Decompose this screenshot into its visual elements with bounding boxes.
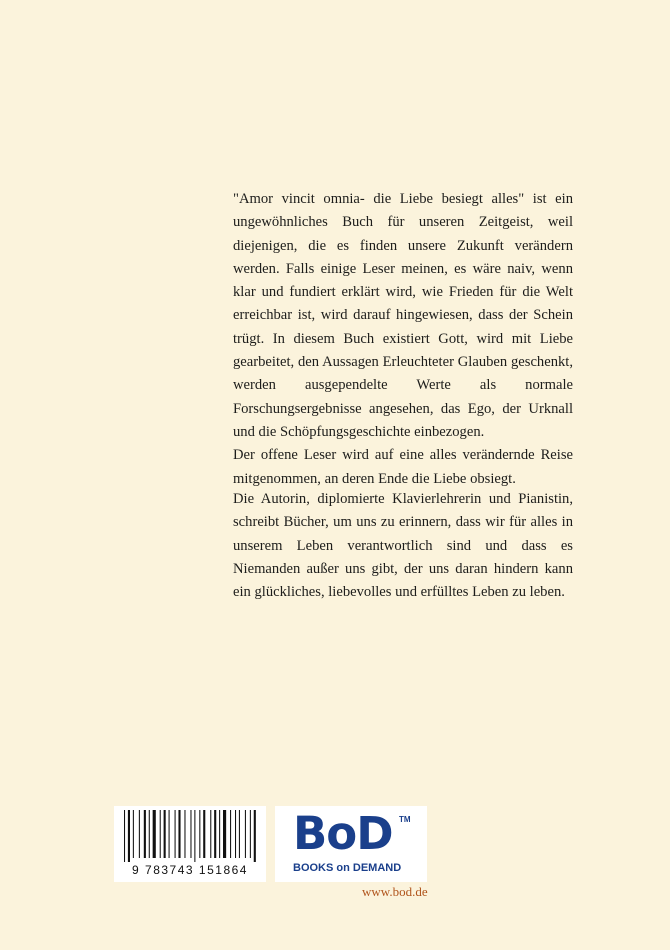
barcode-bar	[184, 810, 185, 858]
barcode-bars	[122, 810, 258, 862]
barcode-bar	[144, 810, 146, 858]
barcode-bar	[203, 810, 205, 858]
barcode-bar	[175, 810, 176, 858]
barcode-bar	[133, 810, 134, 858]
barcode-bar	[178, 810, 180, 858]
isbn-number: 9 783743 151864	[132, 863, 248, 877]
barcode-bar	[190, 810, 191, 858]
barcode-bar	[245, 810, 246, 858]
barcode-bar	[199, 810, 200, 858]
blurb-paragraph: Der offene Leser wird auf eine alles verändernde Reise mitgenommen, an deren Ende die Liebe obsiegt.	[233, 447, 573, 487]
barcode-bar	[219, 810, 220, 858]
publisher-logo	[275, 806, 427, 882]
barcode-bar	[153, 810, 156, 858]
barcode-bar	[160, 810, 161, 858]
trademark-mark: TM	[399, 815, 411, 824]
barcode-bar	[124, 810, 125, 862]
barcode-bar	[223, 810, 226, 858]
bod-logo-text: BoD	[293, 807, 393, 860]
barcode-bar	[230, 810, 231, 858]
barcode-bar	[128, 810, 130, 862]
barcode-bar	[139, 810, 140, 858]
barcode-bar	[254, 810, 256, 862]
publisher-tagline: BOOKS on DEMAND	[293, 862, 402, 874]
barcode-bar	[250, 810, 251, 858]
publisher-url: www.bod.de	[362, 884, 428, 899]
barcode-bar	[194, 810, 195, 862]
barcode-bar	[214, 810, 216, 858]
barcode-bar	[235, 810, 236, 858]
barcode-bar	[169, 810, 170, 858]
barcode-bar	[210, 810, 211, 858]
isbn-barcode	[114, 806, 266, 882]
barcode-bar	[164, 810, 166, 858]
back-cover-blurb	[233, 188, 573, 491]
blurb-paragraph: "Amor vincit omnia- die Liebe besiegt alles" ist ein ungewöhnliches Buch für unseren Zeitgeist, weil diejenigen, die es finden unsere Zukunft verändern werden. Falls einige Leser meinen, es wäre naiv, wenn klar und fundiert erklärt wird, wie Frieden für die Welt erreichbar ist, wird darauf hingewiesen, dass der Schein trügt. In diesem Buch existiert Gott, wird mit Liebe gearbeitet, den Aussagen Erleuchteter Glauben geschenkt, werden ausgependelte Werte als normale Forschungsergebnisse angesehen, das Ego, der Urknall und die Schöpfungsgeschichte einbezogen.	[233, 191, 573, 440]
barcode-bar	[239, 810, 240, 858]
author-bio-text: Die Autorin, diplomierte Klavierlehrerin und Pianistin, schreibt Bücher, um uns zu erinnern, dass wir für alles in unserem Leben verantwortlich sind und dass es Niemanden außer uns gibt, der uns daran hindern kann ein glückliches, liebevolles und erfülltes Leben zu leben.	[233, 491, 573, 601]
barcode-bar	[149, 810, 150, 858]
author-bio	[233, 488, 573, 604]
